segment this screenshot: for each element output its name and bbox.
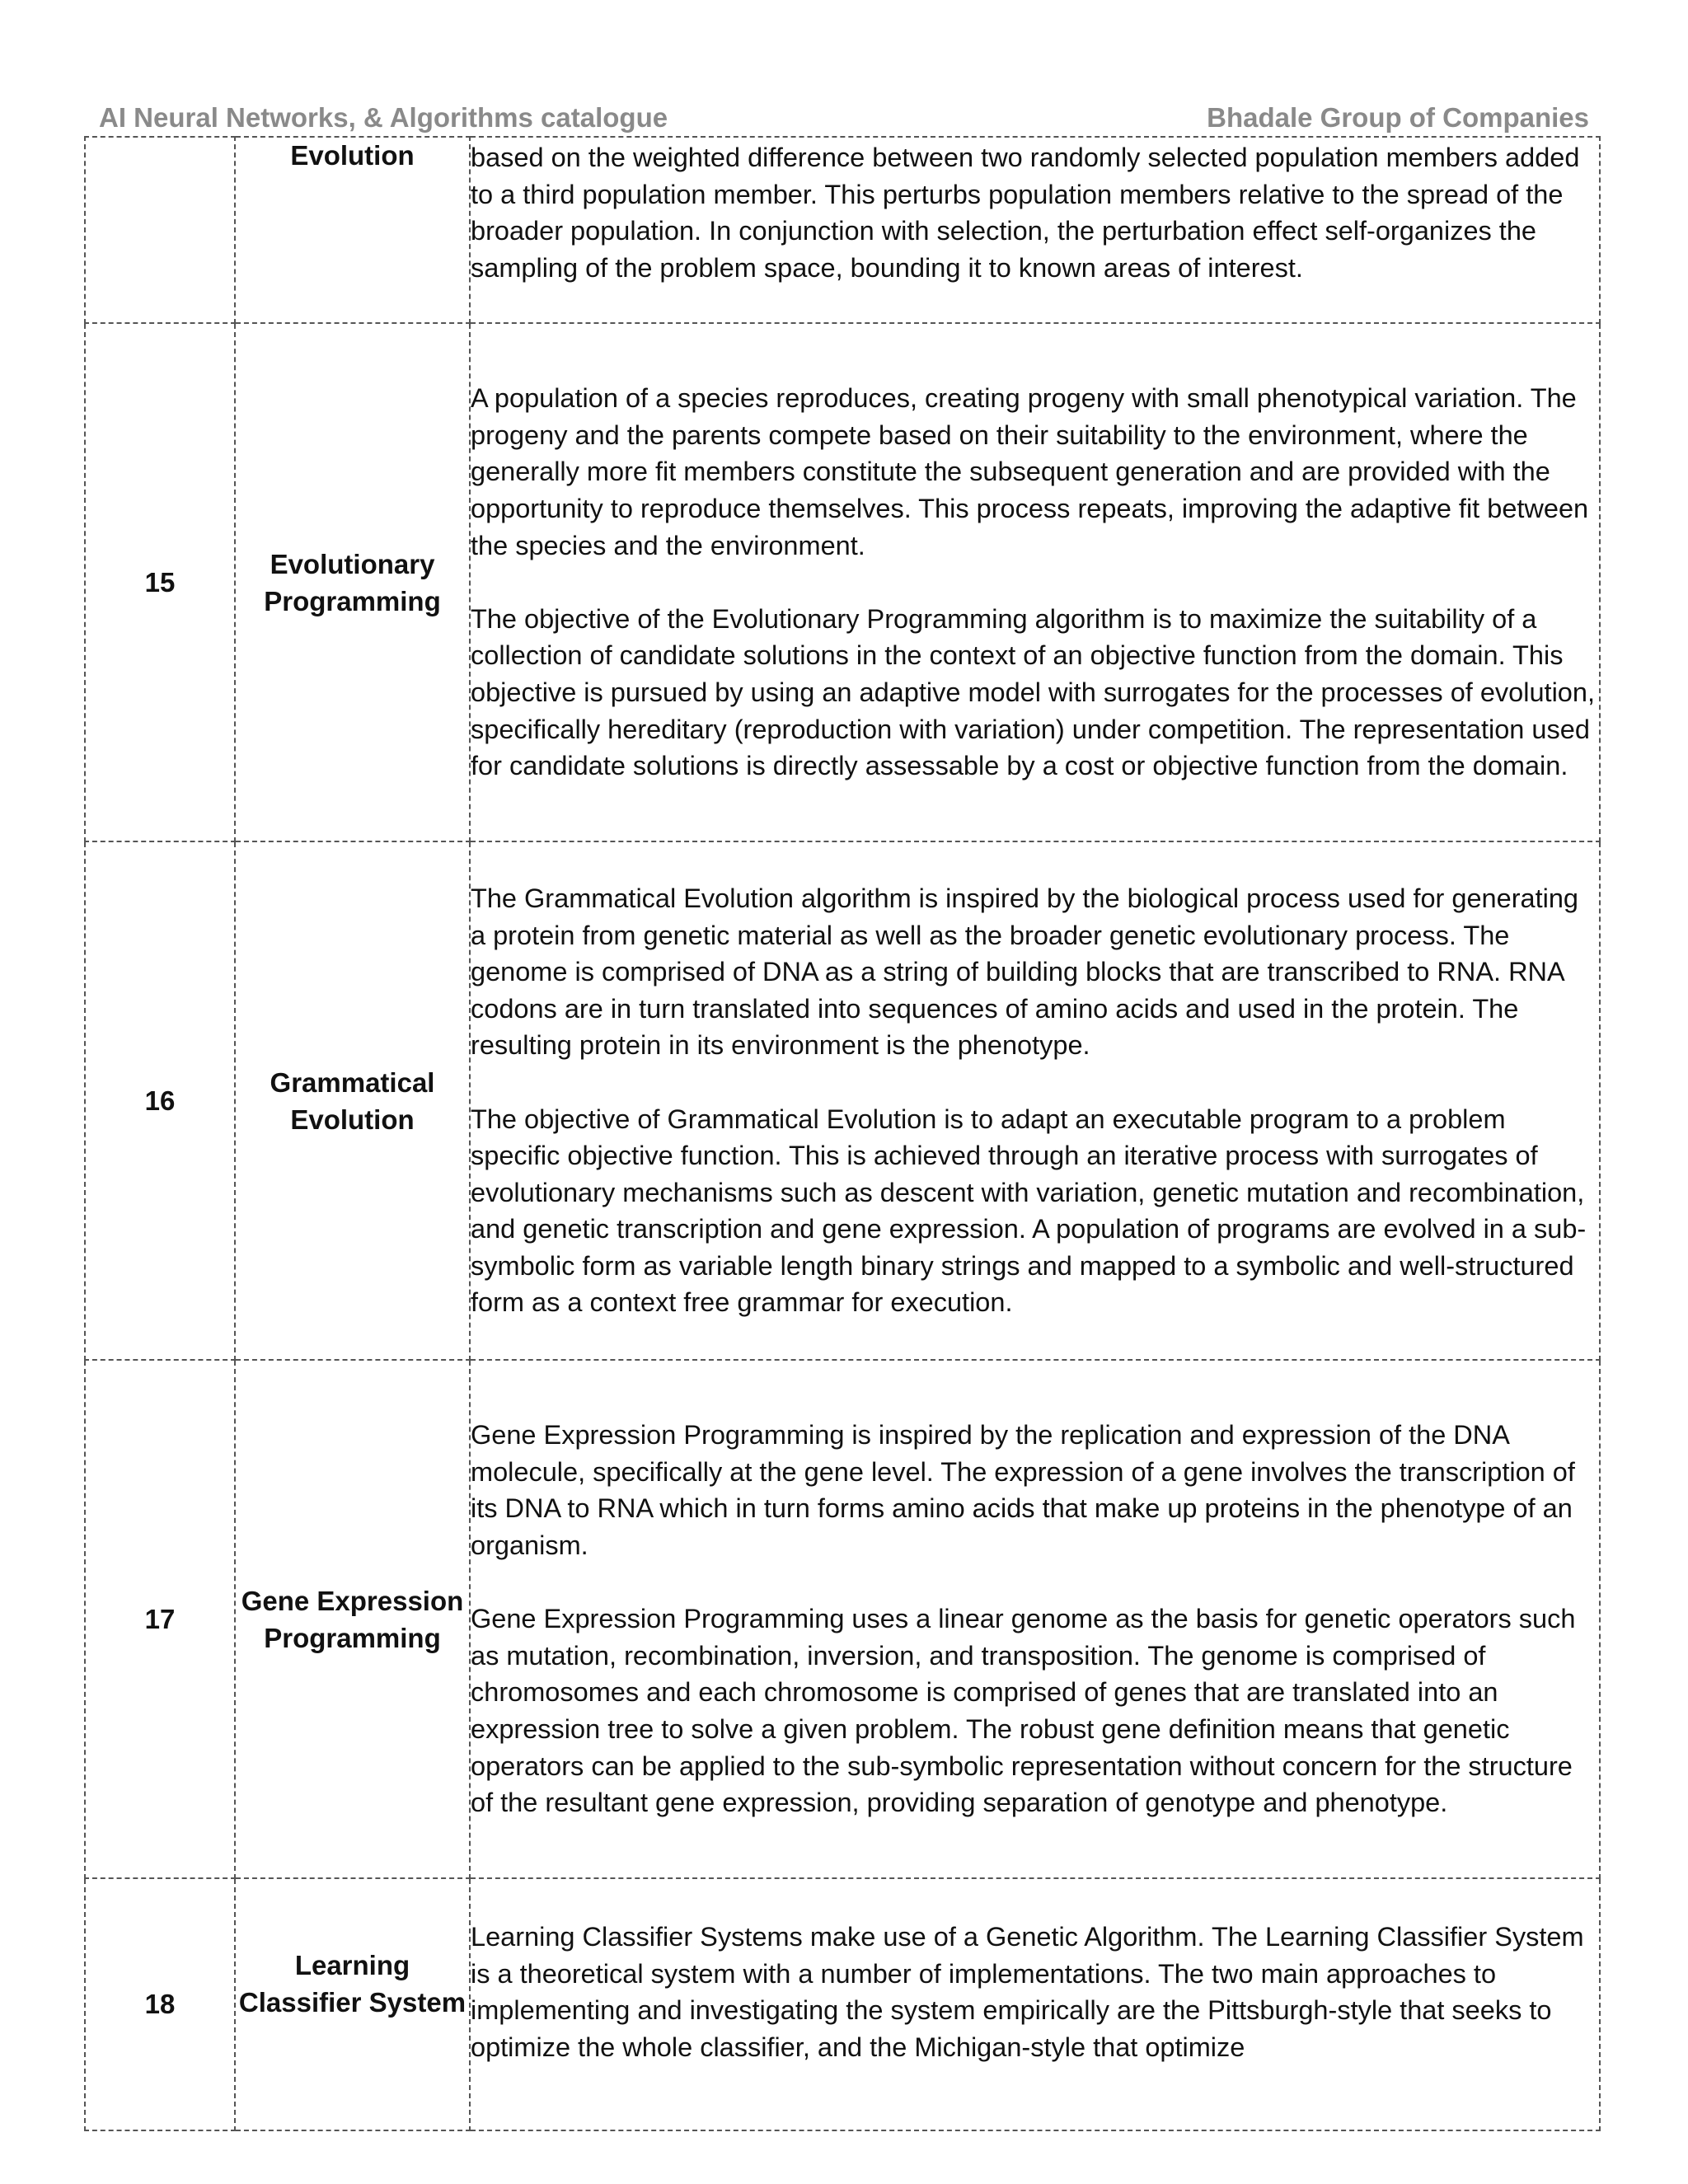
row-number: 16 <box>85 841 235 1360</box>
algorithm-description <box>470 841 1600 1360</box>
algorithm-name: Evolution <box>235 137 470 323</box>
algorithm-description <box>470 1878 1600 2130</box>
description-paragraph: The Grammatical Evolution algorithm is inspired by the biological process used for generating a protein from genetic material as well as the broader genetic evolutionary process. The genome is comprised of DNA as a string of building blocks that are transcribed to RNA. RNA codons are in turn translated into sequences of amino acids and used in the protein. The resulting protein in its environment is the phenotype. <box>471 883 1579 1061</box>
description-paragraph: Learning Classifier Systems make use of a Genetic Algorithm. The Learning Classifier System is a theoretical system with a number of implementations. The two main approaches to implementing and investigating the system empirically are the Pittsburgh-style that seeks to optimize the whole classifier, and the Michigan-style that optimize <box>471 1922 1584 2062</box>
page-header <box>99 97 1589 138</box>
algorithm-name: Gene Expression Programming <box>235 1360 470 1878</box>
algorithm-name: Learning Classifier System <box>235 1878 470 2130</box>
algorithm-name: Evolutionary Programming <box>235 323 470 841</box>
algorithm-catalogue-table <box>84 136 1601 2131</box>
description-paragraph: The objective of the Evolutionary Programming algorithm is to maximize the suitability of a collection of candidate solutions in the context of an objective function from the domain. This objective is pursued by using an adaptive model with surrogates for the processes of evolution, specifically hereditary (reproduction with variation) under competition. The representation used for candidate solutions is directly assessable by a cost or objective function from the domain. <box>471 603 1595 781</box>
header-company: Bhadale Group of Companies <box>1207 102 1589 133</box>
description-paragraph: Gene Expression Programming uses a linear genome as the basis for genetic operators such as mutation, recombination, inversion, and transposition. The genome is comprised of chromosomes and each chromosome is comprised of genes that are translated into an expression tree to solve a given problem. The robust gene definition means that genetic operators can be applied to the sub-symbolic representation without concern for the structure of the resultant gene expression, providing separation of genotype and phenotype. <box>471 1604 1576 1818</box>
table-row <box>85 841 1600 1360</box>
table-row <box>85 137 1600 323</box>
row-number <box>85 137 235 323</box>
description-paragraph: The objective of Grammatical Evolution is to adapt an executable program to a problem specific objective function. This is achieved through an iterative process with surrogates of evolutionary mechanisms such as descent with variation, genetic mutation and recombination, and genetic transcription and gene expression. A population of programs are evolved in a sub-symbolic form as variable length binary strings and mapped to a symbolic and well-structured form as a context free grammar for execution. <box>471 1104 1587 1318</box>
algorithm-name: Grammatical Evolution <box>235 841 470 1360</box>
algorithm-description <box>470 323 1600 841</box>
description-paragraph: Gene Expression Programming is inspired by the replication and expression of the DNA molecule, specifically at the gene level. The expression of a gene involves the transcription of its DNA to RNA which in turn forms amino acids that make up proteins in the phenotype of an organism. <box>471 1420 1575 1561</box>
algorithm-description <box>470 137 1600 323</box>
algorithm-description <box>470 1360 1600 1878</box>
row-number: 18 <box>85 1878 235 2130</box>
table-row <box>85 1360 1600 1878</box>
row-number: 17 <box>85 1360 235 1878</box>
row-number: 15 <box>85 323 235 841</box>
header-title: AI Neural Networks, & Algorithms catalogue <box>99 102 668 133</box>
table-row <box>85 1878 1600 2130</box>
table-row <box>85 323 1600 841</box>
description-paragraph: A population of a species reproduces, creating progeny with small phenotypical variation. The progeny and the parents compete based on their suitability to the environment, where the generally more fit members constitute the subsequent generation and are provided with the opportunity to reproduce themselves. This process repeats, improving the adaptive fit between the species and the environment. <box>471 383 1589 560</box>
description-paragraph: based on the weighted difference between two randomly selected population members added to a third population member. This perturbs population members relative to the spread of the broader population. In conjunction with selection, the perturbation effect self-organizes the sampling of the problem space, bounding it to known areas of interest. <box>471 143 1580 283</box>
